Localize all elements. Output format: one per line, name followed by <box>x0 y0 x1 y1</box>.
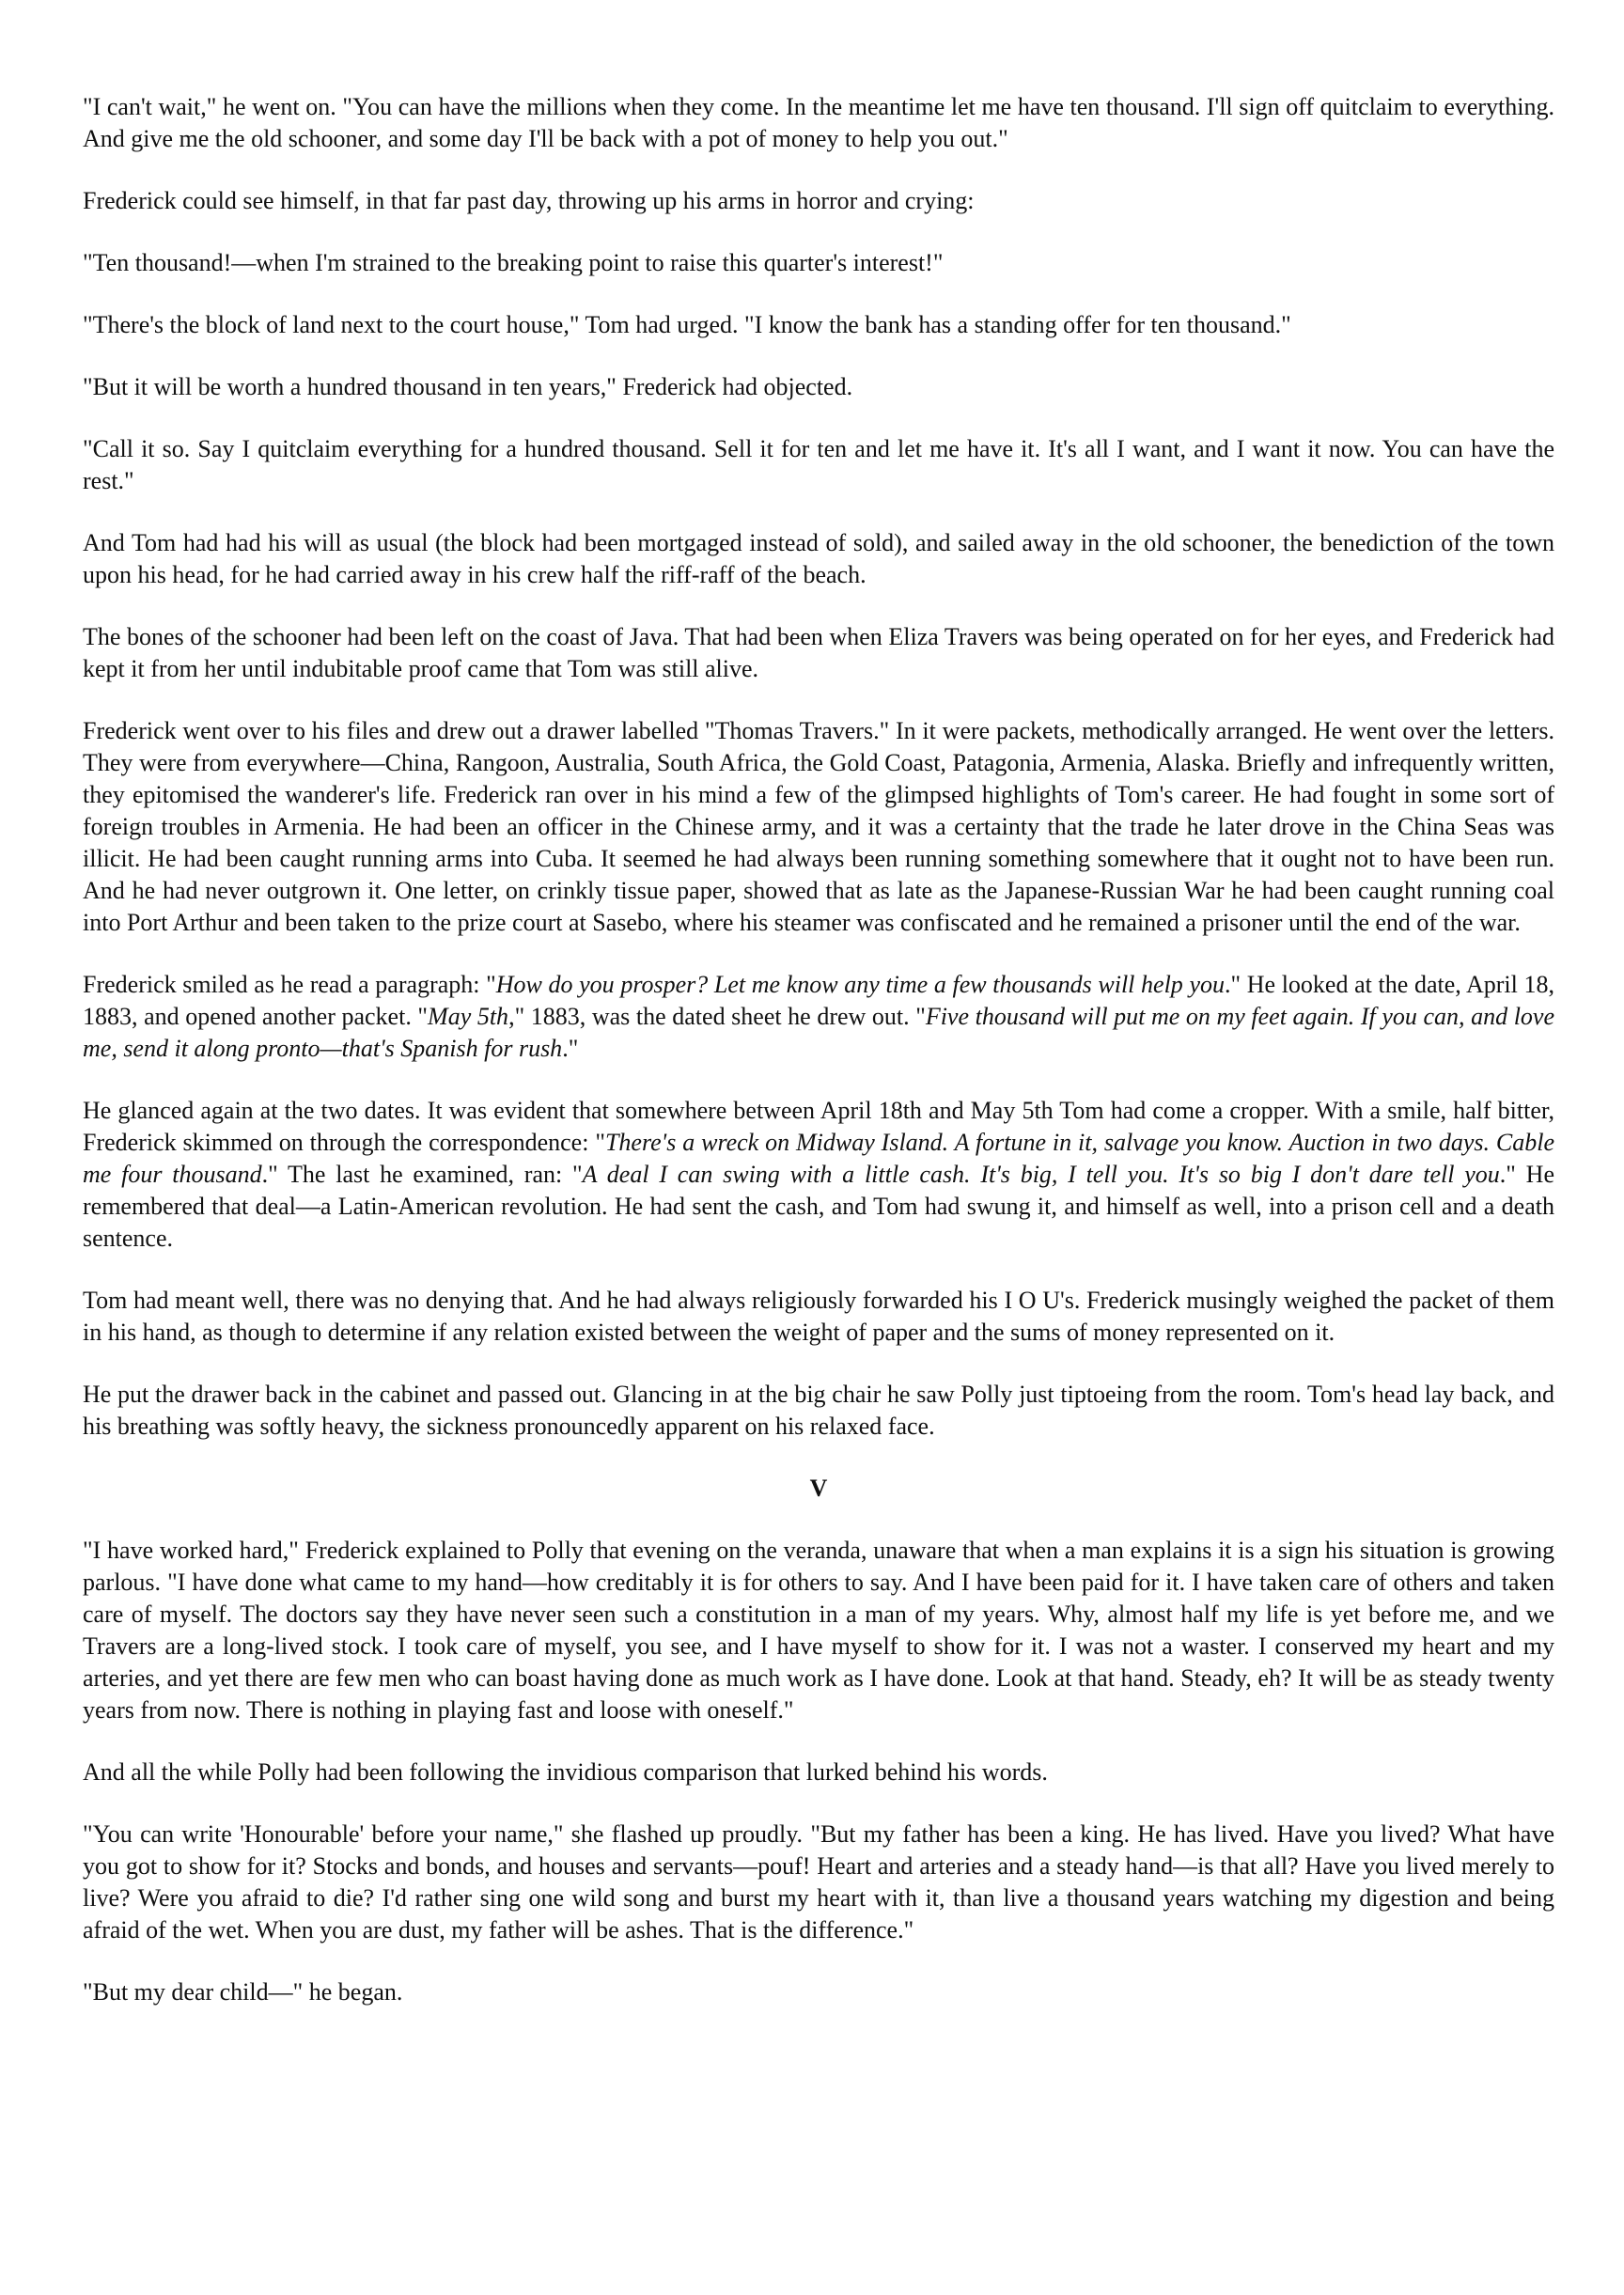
italic-text-run: There's a wreck on Midway Island. A fortune in it, salvage you know. Auction in two days. Cable me four thousand <box>83 1129 1554 1188</box>
text-run: "Ten thousand!—when I'm strained to the breaking point to raise this quarter's interest!" <box>83 249 944 276</box>
text-run: ." The last he examined, ran: " <box>261 1161 583 1188</box>
italic-text-run: A deal I can swing with a little cash. It's big, I tell you. It's so big I don't dare tell you <box>582 1161 1500 1188</box>
paragraph <box>83 969 1554 1065</box>
text-run: Tom had meant well, there was no denying that. And he had always religiously forwarded his I O U's. Frederick musingly weighed the packet of them in his hand, as though to determine if any relation existed between the weight of paper and the sums of money represented on it. <box>83 1287 1554 1346</box>
text-run: ." <box>562 1035 579 1062</box>
paragraph <box>83 91 1554 155</box>
text-run: Frederick went over to his files and drew out a drawer labelled "Thomas Travers." In it were packets, methodically arranged. He went over the letters. They were from everywhere—China, Rangoon, Australia, South Africa, the Gold Coast, Patagonia, Armenia, Alaska. Briefly and infrequently written, they epitomised the wanderer's life. Frederick ran over in his mind a few of the glimpsed highlights of Tom's career. He had fought in some sort of foreign troubles in Armenia. He had been an officer in the Chinese army, and it was a certainty that the trade he later drove in the China Seas was illicit. He had been caught running arms into Cuba. It seemed he had always been running something somewhere that it ought not to have been run. And he had never outgrown it. One letter, on crinkly tissue paper, showed that as late as the Japanese-Russian War he had been caught running coal into Port Arthur and been taken to the prize court at Sasebo, where his steamer was confiscated and he remained a prisoner until the end of the war. <box>83 717 1554 936</box>
italic-text-run: How do you prosper? Let me know any time a few thousands will help you <box>495 971 1225 998</box>
document-page <box>83 91 1554 2008</box>
paragraph <box>83 1379 1554 1443</box>
text-run: Frederick smiled as he read a paragraph: " <box>83 971 496 998</box>
italic-text-run: May 5th <box>428 1003 509 1030</box>
paragraph <box>83 1095 1554 1255</box>
text-run: He put the drawer back in the cabinet and passed out. Glancing in at the big chair he saw Polly just tiptoeing from the room. Tom's head lay back, and his breathing was softly heavy, the sickness pronouncedly apparent on his relaxed face. <box>83 1381 1554 1440</box>
text-run: ." He looked at the date, April 18, 1883, and opened another packet. " <box>83 971 1554 1030</box>
paragraph <box>83 1535 1554 1726</box>
text-run: Frederick could see himself, in that far past day, throwing up his arms in horror and crying: <box>83 187 975 214</box>
section-heading <box>83 1473 1554 1505</box>
text-run: ," 1883, was the dated sheet he drew out. " <box>508 1003 926 1030</box>
paragraph <box>83 371 1554 403</box>
text-run: "There's the block of land next to the court house," Tom had urged. "I know the bank has a standing offer for ten thousand." <box>83 311 1291 338</box>
text-run: The bones of the schooner had been left on the coast of Java. That had been when Eliza Travers was being operated on for her eyes, and Frederick had kept it from her until indubitable proof came that Tom was still alive. <box>83 623 1554 682</box>
paragraph <box>83 1819 1554 1946</box>
text-run: "But my dear child—" he began. <box>83 1978 403 2006</box>
paragraph <box>83 433 1554 497</box>
text-run: "Call it so. Say I quitclaim everything for a hundred thousand. Sell it for ten and let me have it. It's all I want, and I want it now. You can have the rest." <box>83 435 1554 494</box>
text-run: "You can write 'Honourable' before your name," she flashed up proudly. "But my father has been a king. He has lived. Have you lived? What have you got to show for it? Stocks and bonds, and houses and servants—pouf! Heart and arteries and a steady hand—is that all? Have you lived merely to live? Were you afraid to die? I'd rather sing one wild song and burst my heart with it, than live a thousand years watching my digestion and being afraid of the wet. When you are dust, my father will be ashes. That is the difference." <box>83 1820 1554 1944</box>
paragraph <box>83 621 1554 685</box>
text-run: "I can't wait," he went on. "You can have the millions when they come. In the meantime let me have ten thousand. I'll sign off quitclaim to everything. And give me the old schooner, and some day I'll be back with a pot of money to help you out." <box>83 93 1554 152</box>
paragraph <box>83 1285 1554 1349</box>
paragraph <box>83 715 1554 939</box>
text-run: V <box>809 1475 828 1502</box>
text-run: He glanced again at the two dates. It was evident that somewhere between April 18th and May 5th Tom had come a cropper. With a smile, half bitter, Frederick skimmed on through the correspondence: " <box>83 1097 1554 1156</box>
paragraph <box>83 527 1554 591</box>
text-run: ." He remembered that deal—a Latin-American revolution. He had sent the cash, and Tom had swung it, and himself as well, into a prison cell and a death sentence. <box>83 1161 1554 1252</box>
text-run: And all the while Polly had been following the invidious comparison that lurked behind his words. <box>83 1758 1048 1786</box>
text-run: "I have worked hard," Frederick explained to Polly that evening on the veranda, unaware that when a man explains it is a sign his situation is growing parlous. "I have done what came to my hand—how creditably it is for others to say. And I have been paid for it. I have taken care of others and taken care of myself. The doctors say they have never seen such a constitution in a man of my years. Why, almost half my life is yet before me, and we Travers are a long-lived stock. I took care of myself, you see, and I have myself to show for it. I was not a waster. I conserved my heart and my arteries, and yet there are few men who can boast having done as much work as I have done. Look at that hand. Steady, eh? It will be as steady twenty years from now. There is nothing in playing fast and loose with oneself." <box>83 1537 1554 1724</box>
text-run: And Tom had had his will as usual (the block had been mortgaged instead of sold), and sailed away in the old schooner, the benediction of the town upon his head, for he had carried away in his crew half the riff-raff of the beach. <box>83 529 1554 588</box>
paragraph <box>83 1976 1554 2008</box>
paragraph <box>83 1756 1554 1788</box>
paragraph <box>83 309 1554 341</box>
paragraph <box>83 247 1554 279</box>
text-run: "But it will be worth a hundred thousand in ten years," Frederick had objected. <box>83 373 853 400</box>
paragraph <box>83 185 1554 217</box>
italic-text-run: Five thousand will put me on my feet again. If you can, and love me, send it along pronto—that's Spanish for rush <box>83 1003 1555 1062</box>
